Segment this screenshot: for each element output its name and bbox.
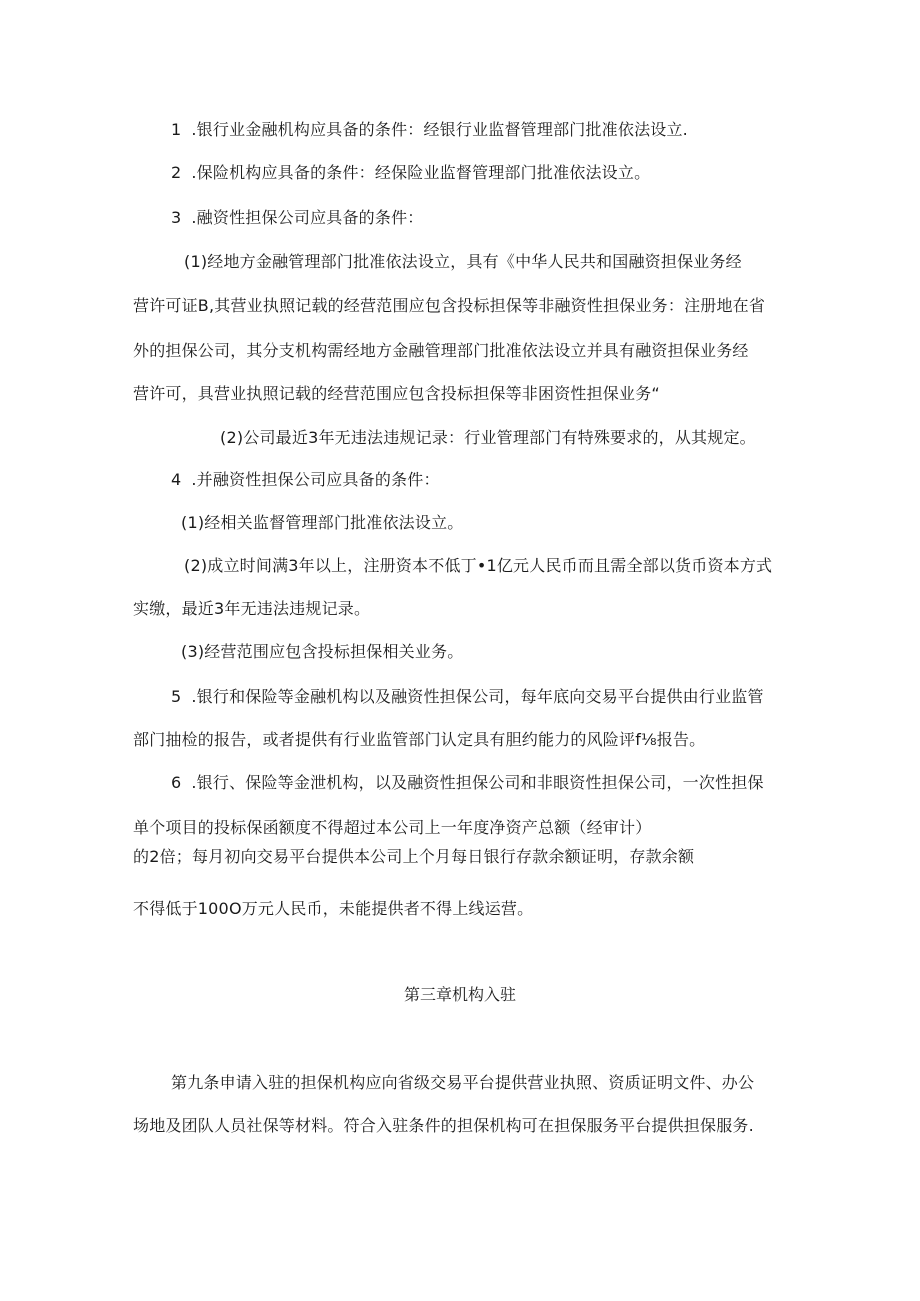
item-text: .银行、保险等金泄机构，以及融资性担保公司和非眼资性担保公司，一次性担保 <box>191 773 764 792</box>
paragraph-line: 不得低于100O万元人民币，未能提供者不得上线运营。 <box>133 899 534 918</box>
item-text: .并融资性担保公司应具备的条件： <box>191 470 440 489</box>
item-number: 3 <box>171 208 182 227</box>
item-text: .融资性担保公司应具备的条件： <box>191 208 424 227</box>
paragraph-line: (1)经地方金融管理部门批准依法设立，具有《中华人民共和国融资担保业务经 <box>184 252 742 271</box>
item-text: .银行和保险等金融机构以及融资性担保公司，每年底向交易平台提供由行业监管 <box>191 687 764 706</box>
chapter-heading: 第三章机构入驻 <box>403 985 516 1004</box>
paragraph-line: 的2倍；每月初向交易平台提供本公司上个月每日银行存款余额证明，存款余额 <box>133 847 695 866</box>
list-item-5 <box>171 687 764 707</box>
list-item-4 <box>171 470 440 490</box>
paragraph-line: 营许可证B,其营业执照记载的经营范围应包含投标担保等非融资性担保业务：注册地在省 <box>133 296 766 315</box>
paragraph-line: (2)公司最近3年无违法违规记录：行业管理部门有特殊要求的，从其规定。 <box>220 428 756 447</box>
list-item-3 <box>171 208 423 228</box>
paragraph-line: (3)经营范围应包含投标担保相关业务。 <box>181 642 464 661</box>
item-text: .银行业金融机构应具备的条件：经银行业监督管理部门批准依法设立. <box>191 120 688 139</box>
paragraph-line: 外的担保公司，其分支机构需经地方金融管理部门批准依法设立并具有融资担保业务经 <box>133 341 749 360</box>
paragraph-line: (1)经相关监督管理部门批准依法设立。 <box>181 513 464 532</box>
item-number: 4 <box>171 470 182 489</box>
paragraph-line: 实缴，最近3年无违法违规记录。 <box>133 599 371 618</box>
paragraph-line: 营许可，具营业执照记载的经营范围应包含投标担保等非困资性担保业务“ <box>133 384 660 403</box>
paragraph-line: 部门抽检的报告，或者提供有行业监管部门认定具有胆约能力的风险评f⅛报告。 <box>133 730 706 749</box>
list-item-2 <box>171 163 650 183</box>
item-number: 5 <box>171 687 182 706</box>
item-number: 1 <box>171 120 182 139</box>
paragraph-line: 第九条申请入驻的担保机构应向省级交易平台提供营业执照、资质证明文件、办公 <box>171 1073 755 1092</box>
paragraph-line: 单个项目的投标保函额度不得超过本公司上一年度净资产总额（经审计） <box>133 818 652 837</box>
list-item-1 <box>171 120 688 140</box>
list-item-6 <box>171 773 764 793</box>
item-number: 2 <box>171 163 182 182</box>
item-text: .保险机构应具备的条件：经保险业监督管理部门批准依法设立。 <box>191 163 651 182</box>
paragraph-line: 场地及团队人员社保等材料。符合入驻条件的担保机构可在担保服务平台提供担保服务. <box>133 1116 754 1135</box>
paragraph-line: (2)成立时间满3年以上，注册资本不低丁•1亿元人民币而且需全部以货币资本方式 <box>184 556 773 575</box>
item-number: 6 <box>171 773 182 792</box>
